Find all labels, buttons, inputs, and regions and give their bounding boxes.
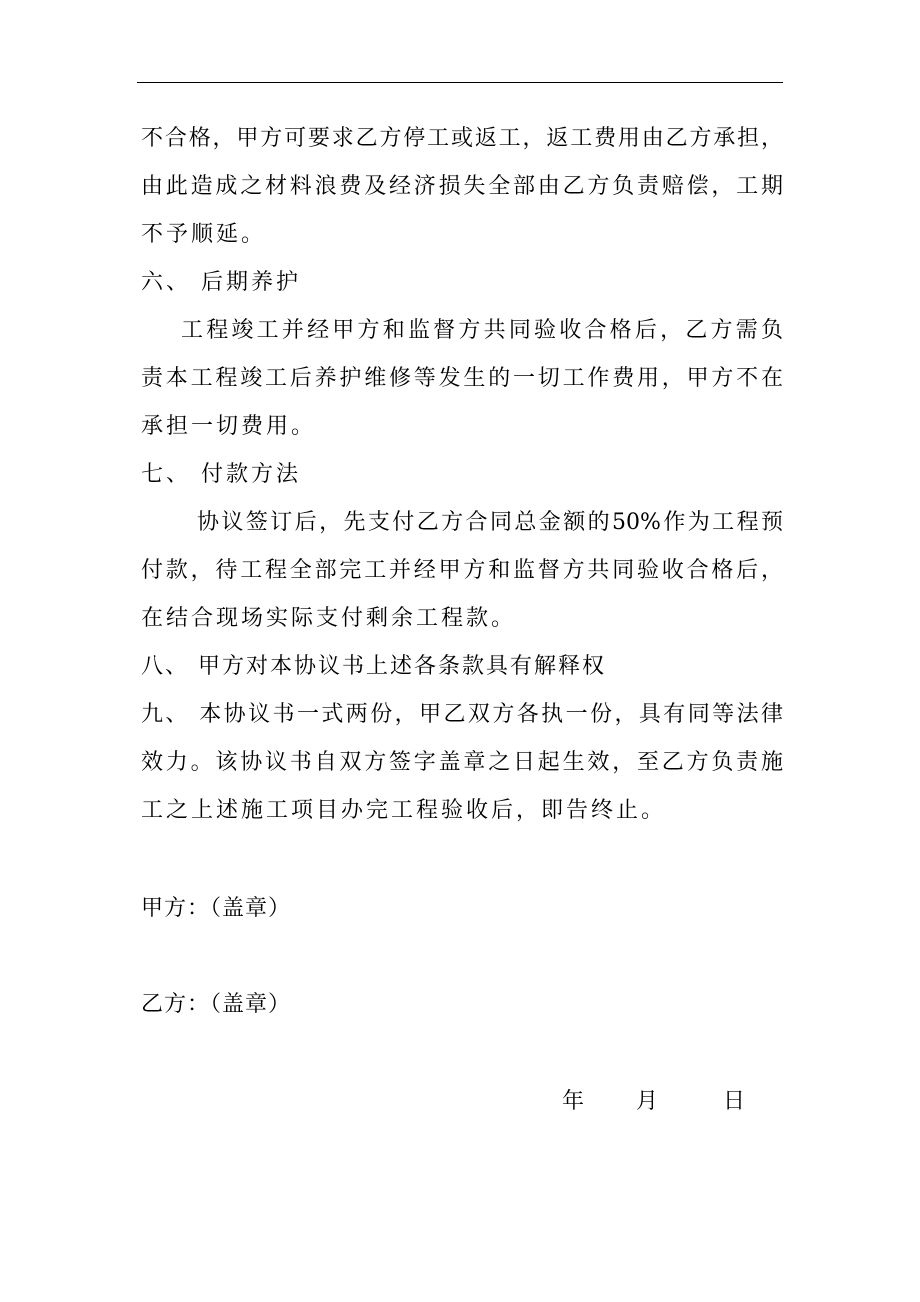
body-line: 效力。该协议书自双方签字盖章之日起生效，至乙方负责施 (141, 750, 783, 775)
body-line: 不予顺延。 (141, 222, 267, 247)
section-heading: 八、 甲方对本协议书上述各条款具有解释权 (141, 654, 606, 679)
body-line: 不合格，甲方可要求乙方停工或返工，返工费用由乙方承担， (141, 126, 783, 151)
body-line: 责本工程竣工后养护维修等发生的一切工作费用，甲方不在 (141, 366, 783, 391)
date-day: 日 (723, 1089, 746, 1114)
body-line: 付款，待工程全部完工并经甲方和监督方共同验收合格后， (141, 558, 783, 583)
section-heading: 九、 本协议书一式两份，甲乙双方各执一份，具有同等法律 (141, 702, 783, 727)
section-heading: 六、 后期养护 (141, 270, 301, 295)
date-month: 月 (636, 1089, 659, 1114)
header-rule (137, 82, 783, 83)
party-b-signature: 乙方：（盖章） (141, 992, 292, 1017)
body-line: 协议签订后，先支付乙方合同总金额的50%作为工程预 (197, 510, 783, 535)
body-line: 由此造成之材料浪费及经济损失全部由乙方负责赔偿，工期 (141, 174, 783, 199)
body-line: 工之上述施工项目办完工程验收后，即告终止。 (141, 798, 667, 823)
date-year: 年 (562, 1089, 585, 1114)
section-heading: 七、 付款方法 (141, 462, 301, 487)
party-a-signature: 甲方：（盖章） (141, 896, 292, 921)
body-line: 在结合现场实际支付剩余工程款。 (141, 606, 517, 631)
body-line: 工程竣工并经甲方和监督方共同验收合格后，乙方需负 (181, 318, 783, 343)
body-line: 承担一切费用。 (141, 414, 317, 439)
